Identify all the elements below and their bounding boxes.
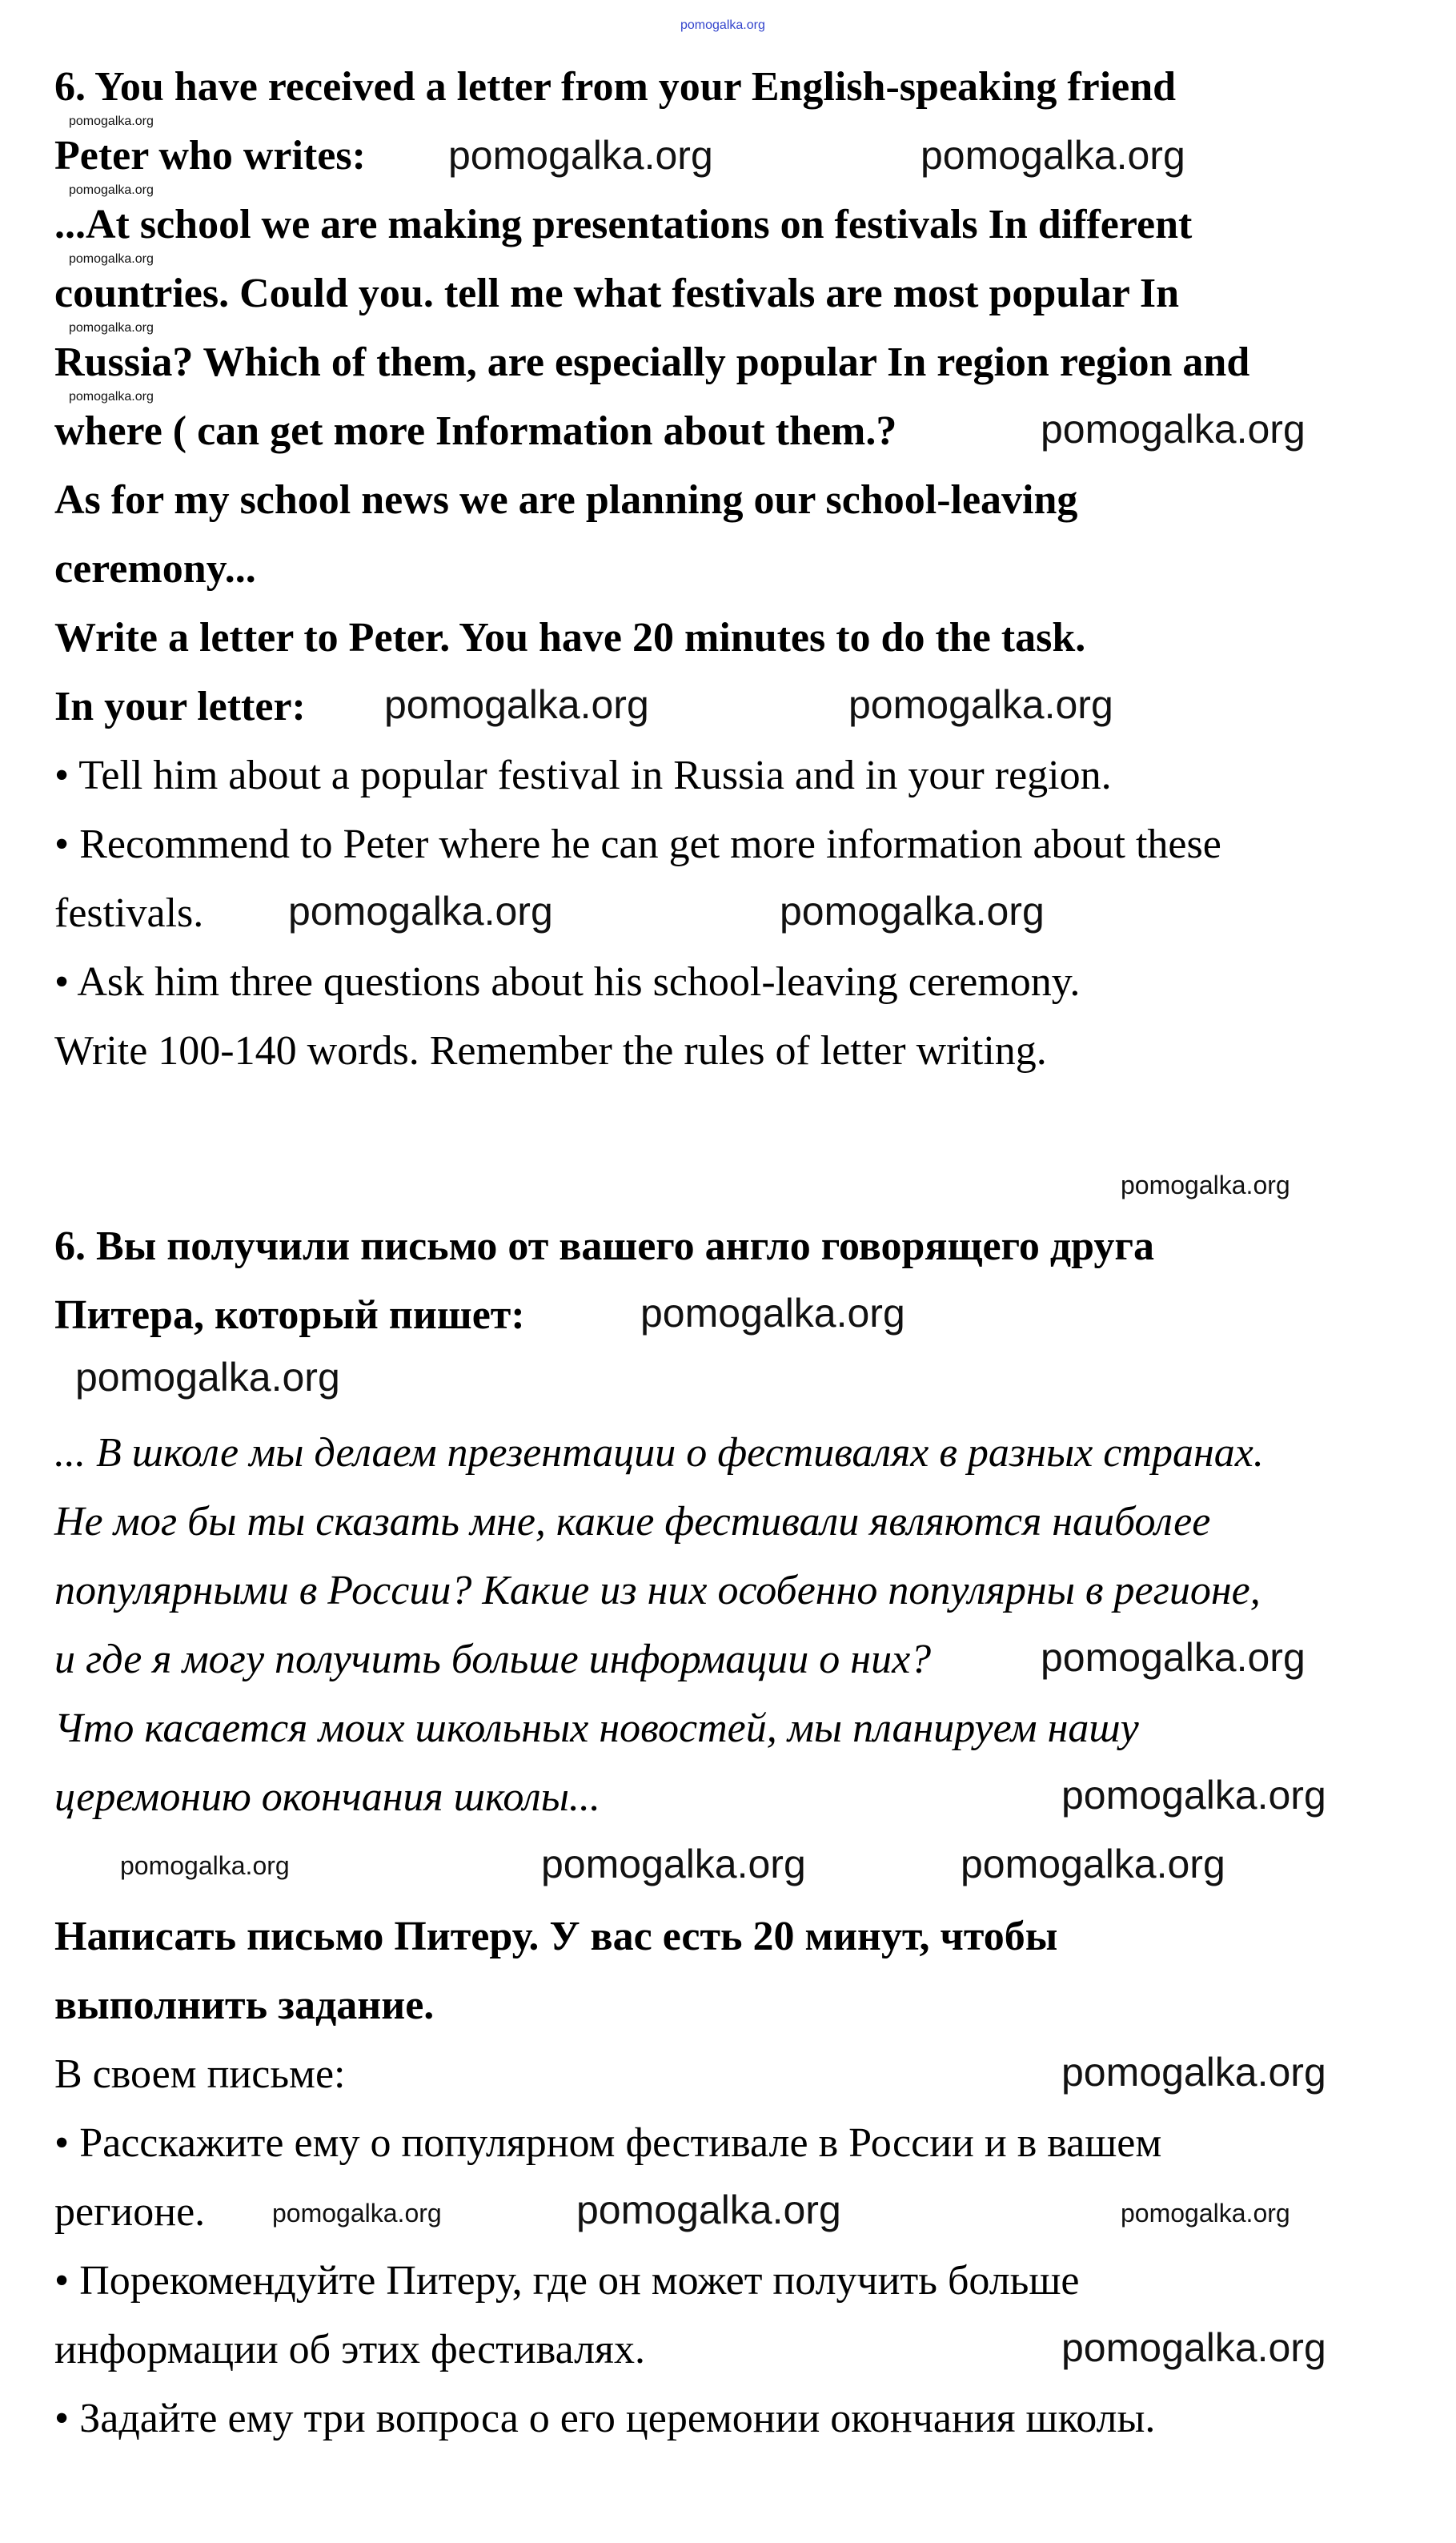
watermark: pomogalka.org [1041, 407, 1306, 452]
russian-letter-line: популярными в России? Какие из них особенно популярны в регионе, [54, 1568, 1261, 1613]
english-task-line: Russia? Which of them, are especially popular In region region and [54, 339, 1250, 385]
watermark: pomogalka.org [384, 682, 649, 727]
watermark: pomogalka.org [1121, 2199, 1290, 2228]
english-instruction-line: • Recommend to Peter where he can get more information about these [54, 822, 1221, 867]
english-instruction-line: festivals. [54, 890, 204, 936]
russian-letter-line: и где я могу получить больше информации о них? [54, 1637, 932, 1682]
english-task-line: Write a letter to Peter. You have 20 minutes to do the task. [54, 615, 1086, 661]
russian-instruction-line: информации об этих фестивалях. [54, 2327, 645, 2372]
english-task-line: where ( can get more Information about them.? [54, 408, 897, 454]
watermark: pomogalka.org [1061, 1773, 1326, 1818]
english-task-line: 6. You have received a letter from your English-speaking friend [54, 64, 1177, 110]
header-watermark: pomogalka.org [680, 18, 765, 32]
russian-instruction-line: В своем письме: [54, 2051, 346, 2097]
watermark: pomogalka.org [576, 2187, 841, 2232]
watermark: pomogalka.org [780, 889, 1045, 934]
watermark: pomogalka.org [848, 682, 1113, 727]
russian-letter-line: ... В школе мы делаем презентации о фестивалях в разных странах. [54, 1430, 1264, 1476]
english-task-line: ...At school we are making presentations on festivals In different [54, 202, 1193, 247]
watermark: pomogalka.org [961, 1842, 1225, 1886]
russian-letter-line: Не мог бы ты сказать мне, какие фестивали являются наиболее [54, 1499, 1211, 1545]
english-instruction-line: • Ask him three questions about his school-leaving ceremony. [54, 959, 1081, 1005]
english-task-line: countries. Could you. tell me what festivals are most popular In [54, 271, 1179, 316]
watermark: pomogalka.org [120, 1851, 290, 1880]
russian-letter-line: церемонию окончания школы... [54, 1774, 600, 1820]
watermark: pomogalka.org [541, 1842, 806, 1886]
watermark: pomogalka.org [69, 390, 154, 404]
english-task-line: In your letter: [54, 684, 306, 729]
watermark: pomogalka.org [69, 114, 154, 128]
russian-instruction-line: • Расскажите ему о популярном фестивале в России и в вашем [54, 2120, 1162, 2166]
russian-heading-line: 6. Вы получили письмо от вашего англо говорящего друга [54, 1223, 1154, 1269]
watermark: pomogalka.org [448, 133, 713, 178]
english-task-line: ceremony... [54, 546, 256, 592]
watermark: pomogalka.org [1061, 2050, 1326, 2095]
russian-letter-line: Что касается моих школьных новостей, мы планируем нашу [54, 1705, 1139, 1751]
english-task-line: Peter who writes: [54, 133, 366, 179]
russian-task-line: Написать письмо Питеру. У вас есть 20 минут, чтобы [54, 1914, 1058, 1959]
russian-instruction-line: регионе. [54, 2189, 206, 2235]
english-task-line: As for my school news we are planning our school-leaving [54, 477, 1078, 523]
russian-heading-line: Питера, который пишет: [54, 1292, 525, 1338]
russian-task-line: выполнить задание. [54, 1983, 435, 2028]
watermark: pomogalka.org [272, 2199, 442, 2228]
english-instruction-line: • Tell him about a popular festival in Russia and in your region. [54, 753, 1112, 798]
watermark: pomogalka.org [1041, 1635, 1306, 1680]
watermark: pomogalka.org [75, 1355, 340, 1400]
watermark: pomogalka.org [69, 321, 154, 335]
watermark: pomogalka.org [1061, 2325, 1326, 2370]
russian-instruction-line: • Порекомендуйте Питеру, где он может получить больше [54, 2258, 1080, 2304]
watermark: pomogalka.org [921, 133, 1185, 178]
english-instruction-line: Write 100-140 words. Remember the rules of letter writing. [54, 1028, 1047, 1074]
watermark: pomogalka.org [69, 252, 154, 266]
watermark: pomogalka.org [69, 183, 154, 197]
watermark: pomogalka.org [1121, 1171, 1290, 1199]
watermark: pomogalka.org [640, 1291, 905, 1336]
russian-instruction-line: • Задайте ему три вопроса о его церемонии окончания школы. [54, 2396, 1156, 2441]
watermark: pomogalka.org [288, 889, 553, 934]
